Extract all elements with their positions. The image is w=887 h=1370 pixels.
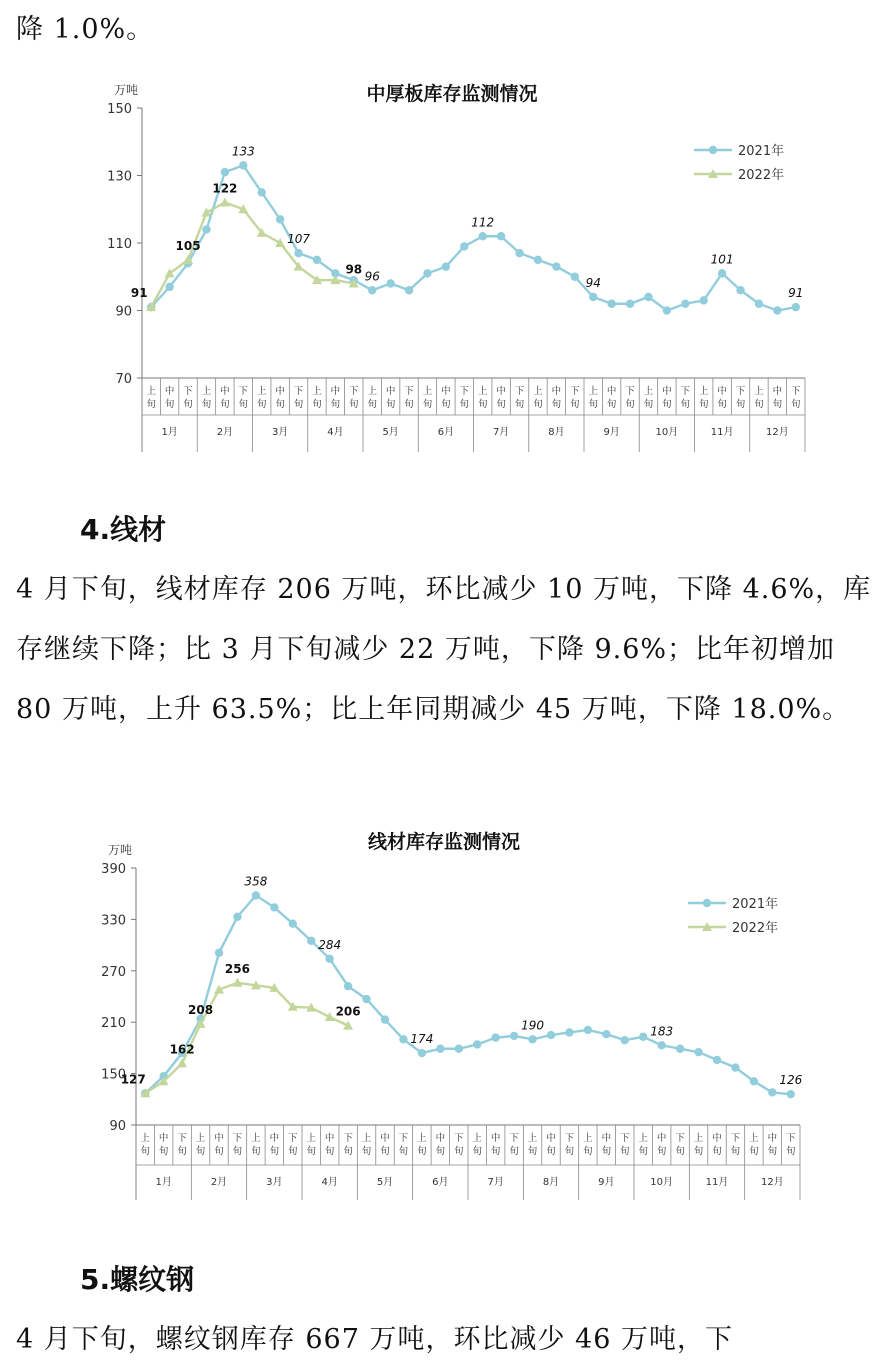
x-month-label: 3月 [266, 1177, 283, 1188]
data-point-2021 [718, 269, 726, 277]
x-period-label: 旬 [588, 399, 598, 410]
section-4-heading: 4.线材 [80, 513, 167, 546]
x-period-label: 中 [380, 1133, 390, 1144]
x-period-label: 下 [459, 386, 470, 397]
data-point-2021 [663, 306, 671, 314]
data-label: 91 [788, 286, 804, 301]
x-period-label: 上 [754, 386, 764, 397]
data-point-2021 [755, 300, 763, 308]
x-period-label: 旬 [349, 399, 359, 410]
x-period-label: 下 [730, 1133, 741, 1144]
x-period-label: 旬 [288, 1146, 298, 1157]
x-period-label: 旬 [551, 399, 562, 410]
data-point-2021 [534, 256, 542, 264]
x-period-label: 下 [514, 386, 525, 397]
x-period-label: 旬 [140, 1146, 150, 1157]
y-tick-label: 110 [107, 237, 132, 252]
x-month-label: 7月 [487, 1177, 504, 1188]
x-period-label: 下 [232, 1133, 243, 1144]
data-point-2021 [381, 1015, 389, 1023]
y-tick-label: 390 [101, 862, 126, 877]
x-period-label: 旬 [564, 1146, 575, 1157]
data-point-2021 [681, 300, 689, 308]
data-label: 96 [364, 269, 380, 284]
x-period-label: 旬 [220, 399, 230, 410]
x-period-label: 旬 [201, 399, 212, 410]
data-point-2021 [731, 1063, 739, 1071]
x-period-label: 旬 [183, 399, 193, 410]
legend-label: 2022年 [738, 168, 785, 183]
x-period-label: 旬 [712, 1146, 722, 1157]
y-tick-label: 330 [101, 913, 126, 929]
x-period-label: 上 [533, 386, 543, 397]
plate-inventory-chart [0, 70, 887, 540]
x-period-label: 中 [269, 1133, 280, 1144]
x-period-label: 旬 [398, 1146, 409, 1157]
x-period-label: 旬 [306, 1146, 316, 1157]
x-period-label: 旬 [583, 1146, 593, 1157]
x-period-label: 上 [361, 1133, 372, 1144]
x-period-label: 下 [177, 1133, 187, 1144]
x-period-label: 中 [656, 1133, 667, 1144]
data-point-2021 [571, 273, 579, 281]
x-period-label: 中 [330, 386, 341, 397]
data-point-2021 [768, 1088, 776, 1096]
continued-paragraph: 降 1.0%。 [16, 14, 155, 45]
x-period-label: 旬 [164, 399, 175, 410]
x-period-label: 上 [693, 1133, 704, 1144]
x-period-label: 旬 [490, 1146, 501, 1157]
data-point-2021 [736, 286, 744, 294]
data-point-2021 [565, 1028, 573, 1036]
x-period-label: 下 [293, 386, 304, 397]
data-label: 127 [120, 1072, 146, 1087]
x-period-label: 旬 [527, 1146, 538, 1157]
x-period-label: 下 [791, 386, 801, 397]
data-point-2021 [792, 303, 800, 311]
data-label: 133 [231, 144, 255, 159]
x-month-label: 12月 [760, 1177, 784, 1188]
data-point-2021 [368, 286, 376, 294]
data-point-2021 [607, 300, 615, 308]
x-period-label: 上 [638, 1133, 648, 1144]
data-point-2021 [460, 242, 468, 250]
x-period-label: 旬 [256, 399, 267, 410]
data-point-2021 [602, 1030, 610, 1038]
x-period-label: 旬 [533, 399, 543, 410]
legend-label: 2022年 [732, 921, 779, 936]
x-period-label: 上 [527, 1133, 538, 1144]
x-period-label: 下 [570, 386, 580, 397]
data-point-2021 [787, 1090, 795, 1098]
x-period-label: 下 [238, 386, 249, 397]
series-line-2022 [145, 983, 348, 1094]
x-period-label: 旬 [514, 399, 525, 410]
x-period-label: 下 [349, 386, 359, 397]
x-period-label: 旬 [625, 399, 635, 410]
section-5-heading: 5.螺纹钢 [80, 1263, 195, 1296]
x-period-label: 旬 [698, 399, 709, 410]
x-period-label: 中 [717, 386, 727, 397]
x-period-label: 旬 [385, 399, 396, 410]
data-point-2021 [313, 256, 321, 264]
data-label: 91 [130, 286, 148, 301]
y-tick-label: 90 [109, 1119, 126, 1134]
x-period-label: 下 [620, 1133, 630, 1144]
x-period-label: 旬 [693, 1146, 704, 1157]
data-label: 112 [471, 215, 495, 230]
x-period-label: 旬 [312, 399, 322, 410]
data-label: 284 [318, 937, 342, 952]
x-period-label: 中 [546, 1133, 556, 1144]
x-period-label: 上 [306, 1133, 316, 1144]
x-period-label: 中 [551, 386, 562, 397]
series-line-2021 [151, 165, 796, 310]
data-label: 98 [345, 262, 363, 277]
data-point-2021 [547, 1031, 555, 1039]
data-point-2022 [177, 1058, 187, 1067]
x-period-label: 中 [214, 1133, 224, 1144]
x-period-label: 上 [195, 1133, 206, 1144]
x-period-label: 下 [675, 1133, 685, 1144]
x-month-label: 8月 [542, 1177, 560, 1188]
data-point-2021 [362, 995, 370, 1003]
data-point-2021 [289, 919, 297, 927]
x-period-label: 旬 [601, 1146, 612, 1157]
x-period-label: 下 [625, 386, 635, 397]
x-month-label: 9月 [603, 427, 620, 438]
data-point-2021 [221, 168, 229, 176]
x-period-label: 旬 [404, 399, 414, 410]
x-period-label: 旬 [435, 1146, 446, 1157]
x-period-label: 下 [564, 1133, 575, 1144]
chart-title: 线材库存监测情况 [367, 831, 521, 853]
x-period-label: 旬 [570, 399, 580, 410]
x-period-label: 旬 [767, 1146, 778, 1157]
y-tick-label: 70 [115, 372, 132, 387]
x-month-label: 3月 [271, 427, 289, 438]
x-period-label: 旬 [735, 399, 746, 410]
series-line-2022 [151, 203, 354, 308]
data-point-2021 [325, 955, 333, 963]
chart-title: 中厚板库存监测情况 [366, 83, 538, 105]
data-point-2021 [233, 913, 241, 921]
data-point-2021 [626, 300, 634, 308]
x-period-label: 旬 [675, 1146, 685, 1157]
data-point-2021 [479, 232, 487, 240]
data-label: 126 [779, 1073, 803, 1088]
data-point-2021 [700, 296, 708, 304]
x-period-label: 旬 [546, 1146, 556, 1157]
data-point-2021 [644, 293, 652, 301]
data-point-2021 [294, 249, 302, 257]
y-tick-label: 150 [101, 1067, 126, 1083]
data-point-2021 [750, 1077, 758, 1085]
data-point-2022 [220, 198, 230, 207]
section-5-paragraph: 4 月下旬，螺纹钢库存 667 万吨，环比减少 46 万吨，下 [16, 1324, 733, 1355]
x-period-label: 中 [662, 386, 672, 397]
data-label: 162 [169, 1042, 195, 1057]
x-month-label: 12月 [766, 427, 789, 438]
section-4-paragraph: 4 月下旬，线材库存 206 万吨，环比减少 10 万吨，下降 4.6%，库存继续下降；比 3 月下旬减少 22 万吨，下降 9.6%；比年初增加 80 万吨，上升 63.5%；比上年同期减少 45 万吨，下降 18.0%。 [16, 574, 872, 725]
x-period-label: 旬 [680, 399, 691, 410]
data-point-2021 [258, 188, 266, 196]
x-month-label: 4月 [321, 1177, 338, 1188]
x-period-label: 下 [509, 1133, 519, 1144]
x-period-label: 上 [312, 386, 322, 397]
x-period-label: 上 [140, 1133, 150, 1144]
x-period-label: 旬 [238, 399, 249, 410]
x-period-label: 下 [454, 1133, 464, 1144]
x-period-label: 上 [146, 386, 156, 397]
data-point-2021 [423, 269, 431, 277]
x-period-label: 下 [398, 1133, 409, 1144]
x-period-label: 旬 [459, 399, 470, 410]
x-period-label: 上 [698, 386, 709, 397]
x-period-label: 旬 [177, 1146, 187, 1157]
x-month-label: 11月 [710, 427, 734, 438]
x-month-label: 2月 [216, 427, 234, 438]
x-period-label: 旬 [251, 1146, 261, 1157]
data-label: 107 [287, 232, 310, 247]
legend-label: 2021年 [738, 144, 785, 159]
x-period-label: 下 [786, 1133, 796, 1144]
x-period-label: 旬 [477, 399, 488, 410]
data-point-2021 [589, 293, 597, 301]
data-label: 101 [710, 252, 734, 267]
data-point-2021 [621, 1036, 629, 1044]
data-label: 105 [175, 238, 201, 253]
data-label: 122 [212, 181, 238, 196]
data-point-2021 [639, 1033, 647, 1041]
data-label: 256 [224, 961, 250, 976]
data-point-2021 [307, 937, 315, 945]
x-month-label: 5月 [376, 1177, 394, 1188]
data-label: 358 [244, 874, 268, 889]
x-month-label: 7月 [492, 427, 510, 438]
x-period-label: 上 [583, 1133, 593, 1144]
legend-marker-circle [703, 899, 711, 907]
x-period-label: 旬 [422, 399, 433, 410]
x-period-label: 旬 [454, 1146, 464, 1157]
x-period-label: 旬 [730, 1146, 741, 1157]
data-point-2021 [713, 1056, 721, 1064]
x-period-label: 旬 [662, 399, 672, 410]
x-period-label: 旬 [417, 1146, 427, 1157]
x-period-label: 中 [385, 386, 396, 397]
legend-label: 2021年 [732, 897, 779, 912]
y-tick-label: 130 [107, 169, 132, 185]
x-period-label: 旬 [293, 399, 304, 410]
x-period-label: 下 [183, 386, 193, 397]
x-month-label: 10月 [650, 1177, 674, 1188]
data-point-2021 [405, 286, 413, 294]
x-period-label: 上 [472, 1133, 482, 1144]
x-period-label: 旬 [146, 399, 156, 410]
x-month-label: 5月 [382, 427, 399, 438]
data-point-2021 [584, 1026, 592, 1034]
data-point-2021 [455, 1045, 463, 1053]
x-period-label: 上 [588, 386, 598, 397]
data-point-2021 [276, 215, 284, 223]
x-month-label: 4月 [327, 427, 344, 438]
x-period-label: 上 [251, 1133, 261, 1144]
x-period-label: 旬 [509, 1146, 519, 1157]
legend-marker-circle [709, 146, 717, 154]
data-label: 183 [650, 1024, 674, 1039]
x-month-label: 10月 [655, 427, 679, 438]
data-point-2021 [676, 1045, 684, 1053]
x-period-label: 旬 [772, 399, 783, 410]
x-period-label: 上 [201, 386, 212, 397]
data-point-2021 [657, 1041, 665, 1049]
x-period-label: 下 [343, 1133, 353, 1144]
x-period-label: 旬 [656, 1146, 667, 1157]
x-period-label: 中 [606, 386, 617, 397]
y-axis-unit-label: 万吨 [108, 843, 133, 857]
x-period-label: 旬 [269, 1146, 280, 1157]
y-tick-label: 90 [115, 304, 132, 320]
x-period-label: 旬 [275, 399, 285, 410]
y-tick-label: 270 [101, 964, 126, 980]
x-period-label: 旬 [232, 1146, 243, 1157]
data-point-2021 [515, 249, 523, 257]
series-line-2021 [145, 895, 791, 1094]
data-point-2021 [239, 161, 247, 169]
data-point-2021 [528, 1035, 536, 1043]
x-month-label: 6月 [437, 427, 455, 438]
x-period-label: 上 [477, 386, 488, 397]
x-period-label: 中 [767, 1133, 778, 1144]
x-month-label: 2月 [210, 1177, 228, 1188]
x-period-label: 中 [164, 386, 175, 397]
x-period-label: 中 [490, 1133, 501, 1144]
x-period-label: 中 [324, 1133, 335, 1144]
data-label: 206 [335, 1004, 361, 1019]
x-period-label: 旬 [441, 399, 451, 410]
data-point-2021 [270, 903, 278, 911]
x-period-label: 旬 [195, 1146, 206, 1157]
y-axis-unit-label: 万吨 [114, 83, 139, 97]
x-period-label: 中 [601, 1133, 612, 1144]
data-point-2021 [215, 949, 223, 957]
data-point-2021 [552, 262, 560, 270]
data-label: 174 [410, 1032, 434, 1047]
x-period-label: 旬 [380, 1146, 390, 1157]
x-period-label: 中 [441, 386, 451, 397]
data-label: 208 [188, 1002, 214, 1017]
x-period-label: 上 [256, 386, 267, 397]
x-period-label: 旬 [620, 1146, 630, 1157]
data-point-2021 [694, 1048, 702, 1056]
x-period-label: 下 [404, 386, 414, 397]
data-point-2021 [252, 891, 260, 899]
x-period-label: 上 [422, 386, 433, 397]
data-label: 94 [585, 276, 601, 290]
x-period-label: 中 [435, 1133, 446, 1144]
x-period-label: 旬 [717, 399, 727, 410]
x-period-label: 旬 [638, 1146, 648, 1157]
x-period-label: 旬 [496, 399, 506, 410]
x-period-label: 旬 [791, 399, 801, 410]
x-period-label: 旬 [606, 399, 617, 410]
data-point-2021 [399, 1035, 407, 1043]
x-period-label: 旬 [643, 399, 654, 410]
x-period-label: 旬 [158, 1146, 169, 1157]
x-period-label: 中 [158, 1133, 169, 1144]
x-period-label: 中 [220, 386, 230, 397]
x-period-label: 上 [749, 1133, 759, 1144]
data-point-2021 [202, 225, 210, 233]
x-period-label: 旬 [214, 1146, 224, 1157]
x-month-label: 6月 [432, 1177, 449, 1188]
x-period-label: 上 [417, 1133, 427, 1144]
x-period-label: 旬 [343, 1146, 353, 1157]
data-point-2021 [386, 279, 394, 287]
data-point-2021 [773, 306, 781, 314]
data-point-2022 [201, 208, 211, 217]
data-point-2021 [473, 1040, 481, 1048]
data-label: 190 [521, 1018, 545, 1033]
x-period-label: 旬 [367, 399, 377, 410]
x-month-label: 1月 [155, 1177, 172, 1188]
x-month-label: 9月 [598, 1177, 615, 1188]
x-period-label: 中 [772, 386, 783, 397]
wire-rod-inventory-chart [0, 818, 887, 1218]
x-period-label: 上 [643, 386, 654, 397]
x-month-label: 8月 [548, 427, 565, 438]
data-point-2021 [165, 283, 173, 291]
x-period-label: 旬 [472, 1146, 482, 1157]
x-period-label: 旬 [754, 399, 764, 410]
x-period-label: 旬 [324, 1146, 335, 1157]
x-month-label: 1月 [161, 427, 178, 438]
x-period-label: 旬 [361, 1146, 372, 1157]
x-period-label: 中 [275, 386, 285, 397]
data-point-2021 [344, 982, 352, 990]
x-period-label: 中 [496, 386, 506, 397]
x-period-label: 中 [712, 1133, 722, 1144]
data-point-2021 [497, 232, 505, 240]
x-period-label: 旬 [330, 399, 341, 410]
x-period-label: 下 [680, 386, 691, 397]
data-point-2021 [510, 1032, 518, 1040]
data-point-2021 [436, 1045, 444, 1053]
x-period-label: 下 [288, 1133, 298, 1144]
y-tick-label: 210 [101, 1016, 126, 1032]
x-period-label: 上 [367, 386, 377, 397]
data-point-2022 [275, 238, 285, 247]
data-point-2021 [442, 262, 450, 270]
x-month-label: 11月 [705, 1177, 729, 1188]
data-point-2021 [418, 1049, 426, 1057]
data-point-2021 [491, 1033, 499, 1041]
x-period-label: 旬 [786, 1146, 796, 1157]
x-period-label: 下 [735, 386, 746, 397]
x-period-label: 旬 [749, 1146, 759, 1157]
y-tick-label: 150 [107, 102, 132, 117]
